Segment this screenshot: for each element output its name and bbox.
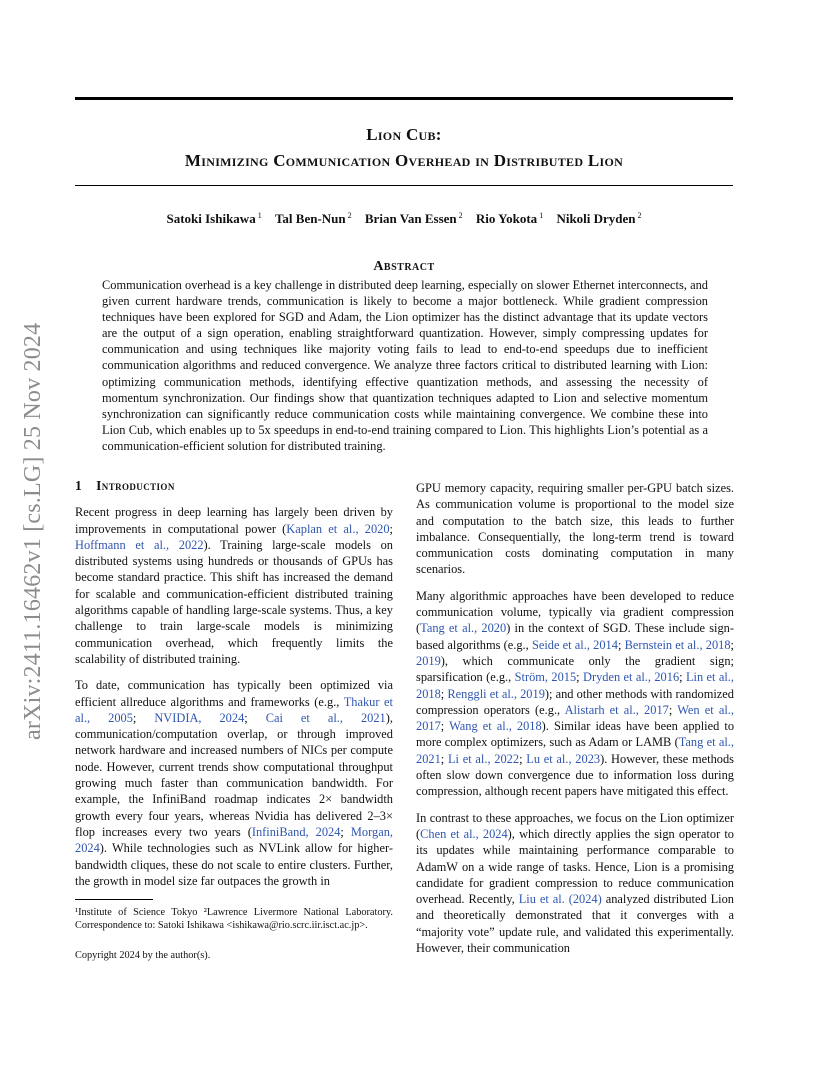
citation-link[interactable]: Renggli et al., 2019 [447,686,545,701]
paper-title [75,122,733,174]
citation-link[interactable]: Chen et al., 2024 [420,826,508,841]
author: Nikoli Dryden $^2$ [556,211,642,227]
intro-paragraph-1: Recent progress in deep learning has largely been driven by improvements in computational power (Kaplan et al., 2020; Hoffmann et al., 2022). Training large-scale models on distributed systems using hundreds or thousands of GPUs has become standard practice. This shift has increased the demand for scalable and communication-efficient distributed training algorithms capable of handling large-scale systems. Thus, a key challenge to train large-scale models is minimizing communication overhead, which frequently limits the scalability of distributed training. [75,505,393,666]
author: Rio Yokota $^1$ [475,211,544,227]
author-list [75,211,733,227]
citation-link[interactable]: NVIDIA, 2024 [154,710,245,725]
abstract-text: Communication overhead is a key challenge in distributed deep learning, especially on slower Ethernet interconnects, and given current hardware trends, communication is likely to become a major bottleneck. While gradient compression techniques have been explored for SGD and Adam, the Lion optimizer has the distinct advantage that its update vectors are the output of a sign operation, enabling straightforward quantization. However, simply compressing updates for communication and using techniques like majority voting fails to lead to end-to-end speedups due to inefficient communication algorithms and reduced convergence. We analyze three factors critical to distributed learning with Lion: optimizing communication methods, identifying effective quantization methods, and assessing the necessity of momentum synchronization. Our findings show that quantization techniques adapted to Lion and selective momentum synchronization can significantly reduce communication costs while maintaining convergence. We combine these into Lion Cub, which enables up to 5x speedups in end-to-end training compared to Lion. This highlights Lion’s potential as a communication-efficient solution for distributed training. [102,278,708,453]
citation-link[interactable]: Tang et al., 2021 [416,735,734,766]
affiliation-footnote: ¹Institute of Science Tokyo ²Lawrence Livermore National Laboratory. Correspondence to: Satoki Ishikawa <ishikawa@rio.scrc.iir.isct.ac.jp>. [75,907,393,932]
copyright-notice: Copyright 2024 by the author(s). [75,950,211,962]
citation-link[interactable]: Dryden et al., 2016 [583,670,680,685]
intro-paragraph-2: To date, communication has typically been optimized via efficient allreduce algorithms and frameworks (e.g., Thakur et al., 2005; NVIDIA, 2024; Cai et al., 2021), communication/computation overlap, or through improved network hardware and increased numbers of NICs per compute node. However, current trends show computational throughput growing much faster than communication bandwidth. For example, the InfiniBand roadmap indicates 2× bandwidth growth every four years, whereas Nvidia has delivered 2–3× flop increases every two years (InfiniBand, 2024; Morgan, 2024). While technologies such as NVLink allow for higher-bandwidth cliques, these do not scale to entire clusters. Further, the growth in model size far outpaces the growth in [75,678,393,888]
intro-paragraph-5: In contrast to these approaches, we focus on the Lion optimizer (Chen et al., 2024), which directly applies the sign operator to its updates while maintaining performance comparable to AdamW on a wide range of tasks. Hence, Lion is a promising candidate for gradient compression to reduce communication overhead. Recently, Liu et al. (2024) analyzed distributed Lion and theoretically demonstrated that it converges with a “majority vote” update rule, and validated this experimentally. However, their communication [416,810,735,956]
citation-link[interactable]: Li et al., 2022 [447,751,520,766]
intro-paragraph-3: GPU memory capacity, requiring smaller per-GPU batch sizes. As communication volume is proportional to the model size and computation to the batch size, this leads to further imbalance. Consequentially, the long-term trend is toward communication costs dominating computation in many scenarios. [416,481,734,577]
author: Brian Van Essen $^2$ [364,211,463,227]
arxiv-identifier: arXiv:2411.16462v1 [cs.LG] 25 Nov 2024 [20,322,46,740]
footnote-rule [75,899,153,900]
citation-link[interactable]: Thakur et al., 2005 [75,694,393,725]
citation-link[interactable]: Kaplan et al., 2020 [286,521,390,536]
citation-link[interactable]: Tang et al., 2020 [420,621,507,636]
citation-link[interactable]: Alistarh et al., 2017 [564,702,669,717]
intro-paragraph-4: Many algorithmic approaches have been developed to reduce communication volume, typically via gradient compression (Tang et al., 2020) in the context of SGD. These include sign-based algorithms (e.g., Seide et al., 2014; Bernstein et al., 2018; 2019), which communicate only the gradient sign; sparsification (e.g., Ström, 2015; Dryden et al., 2016; Lin et al., 2018; Renggli et al., 2019); and other methods with randomized compression operators (e.g., Alistarh et al., 2017; Wen et al., 2017; Wang et al., 2018). Similar ideas have been applied to more complex optimizers, such as Adam or LAMB (Tang et al., 2021; Li et al., 2022; Lu et al., 2023). However, these methods often slow down convergence due to information loss during compression, although recent papers have mitigated this effect. [416,588,735,799]
citation-link[interactable]: Wang et al., 2018 [449,719,542,734]
author: Tal Ben-Nun $^2$ [274,211,352,227]
top-rule [75,97,733,100]
citation-link[interactable]: 2019 [416,653,441,668]
citation-link[interactable]: Ström, 2015 [514,670,577,685]
title-rule [75,185,733,186]
section-heading: 1 Introduction [75,478,175,493]
right-column [416,480,734,966]
citation-link[interactable]: Morgan, 2024 [75,824,393,856]
citation-link[interactable]: Hoffmann et al., 2022 [75,537,204,552]
left-column [75,478,393,964]
title-line-1: Lion Cub: [366,125,442,144]
citation-link[interactable]: Lin et al., 2018 [416,670,735,701]
citation-link[interactable]: Cai et al., 2021 [265,710,386,725]
abstract-heading: Abstract [373,259,435,274]
citation-link[interactable]: Wen et al., 2017 [416,702,734,734]
citation-link[interactable]: Bernstein et al., 2018 [624,637,731,652]
citation-link[interactable]: InfiniBand, 2024 [251,824,341,839]
citation-link[interactable]: Seide et al., 2014 [531,637,618,652]
citation-link[interactable]: Liu et al. (2024) [518,892,602,907]
citation-link[interactable]: Lu et al., 2023 [526,751,601,766]
title-line-2: Minimizing Communication Overhead in Distributed Lion [184,151,624,170]
author: Satoki Ishikawa $^1$ [166,211,262,227]
